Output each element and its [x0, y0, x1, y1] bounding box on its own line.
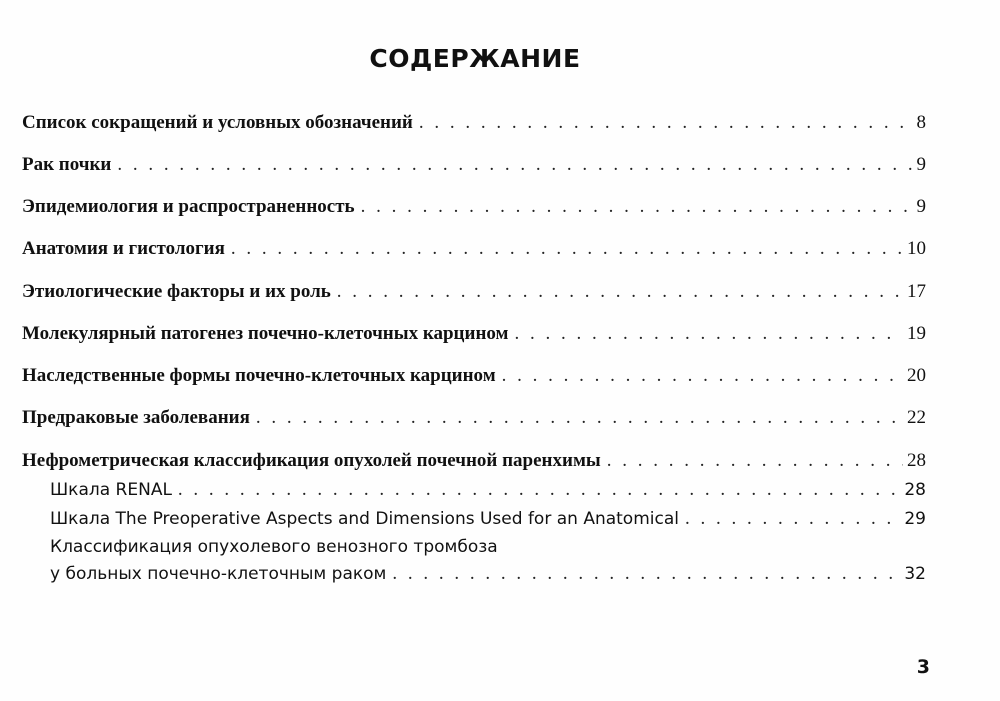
dot-leader [178, 479, 900, 501]
toc-subentry[interactable] [50, 563, 926, 591]
dot-leader [419, 112, 913, 134]
toc-subentry-label: Шкала RENAL [50, 480, 172, 500]
dot-leader [502, 365, 903, 387]
toc-entry[interactable] [22, 450, 926, 478]
toc-entry-label: Молекулярный патогенез почечно-клеточных карцином [22, 323, 509, 344]
toc-entry-page: 22 [907, 407, 926, 428]
toc-subentry[interactable] [50, 479, 926, 507]
toc-entry[interactable] [22, 196, 926, 224]
dot-leader [607, 450, 903, 472]
dot-leader [361, 196, 913, 218]
toc-subentry-page: 28 [904, 480, 926, 500]
toc-entry-page: 9 [916, 154, 926, 175]
toc-entry-label: Наследственные формы почечно-клеточных карцином [22, 365, 496, 386]
dot-leader [337, 281, 903, 303]
toc-entry[interactable] [22, 281, 926, 309]
page-number: 3 [916, 656, 930, 678]
toc-entry-label: Эпидемиология и распространенность [22, 196, 355, 217]
toc-entry-page: 20 [907, 365, 926, 386]
toc-subentry-label: Шкала The Preoperative Aspects and Dimensions Used for an Anatomical [50, 509, 679, 529]
dot-leader [117, 154, 912, 176]
toc-subentry-page: 32 [904, 564, 926, 584]
page-title: СОДЕРЖАНИЕ [369, 44, 581, 73]
toc-subentry-label-line1: Классификация опухолевого венозного тромбоза [50, 537, 498, 557]
dot-leader [685, 508, 900, 530]
toc-subentry-label: у больных почечно-клеточным раком [50, 564, 387, 584]
toc-entry[interactable] [22, 407, 926, 435]
toc-entry-page: 28 [907, 450, 926, 471]
dot-leader [392, 563, 900, 585]
toc-entry-page: 17 [907, 281, 926, 302]
toc-entry-label: Предраковые заболевания [22, 407, 250, 428]
toc-subentry[interactable] [50, 508, 926, 536]
toc-entry-label: Этиологические факторы и их роль [22, 281, 331, 302]
toc-entry[interactable] [22, 112, 926, 140]
toc-subentry-page: 29 [904, 509, 926, 529]
toc-entry-page: 9 [916, 196, 926, 217]
toc-entry-label: Анатомия и гистология [22, 238, 225, 259]
dot-leader [231, 238, 903, 260]
toc-entry-page: 10 [907, 238, 926, 259]
toc-entry[interactable] [22, 238, 926, 266]
toc-entry[interactable] [22, 154, 926, 182]
toc-entry-label: Нефрометрическая классификация опухолей почечной паренхимы [22, 450, 601, 471]
toc-entry-page: 19 [907, 323, 926, 344]
toc-entry-label: Рак почки [22, 154, 112, 175]
toc-entry[interactable] [22, 365, 926, 393]
dot-leader [256, 407, 903, 429]
toc-entry-label: Список сокращений и условных обозначений [22, 112, 413, 133]
toc-entry[interactable] [22, 323, 926, 351]
dot-leader [514, 323, 903, 345]
toc-entry-page: 8 [916, 112, 926, 133]
